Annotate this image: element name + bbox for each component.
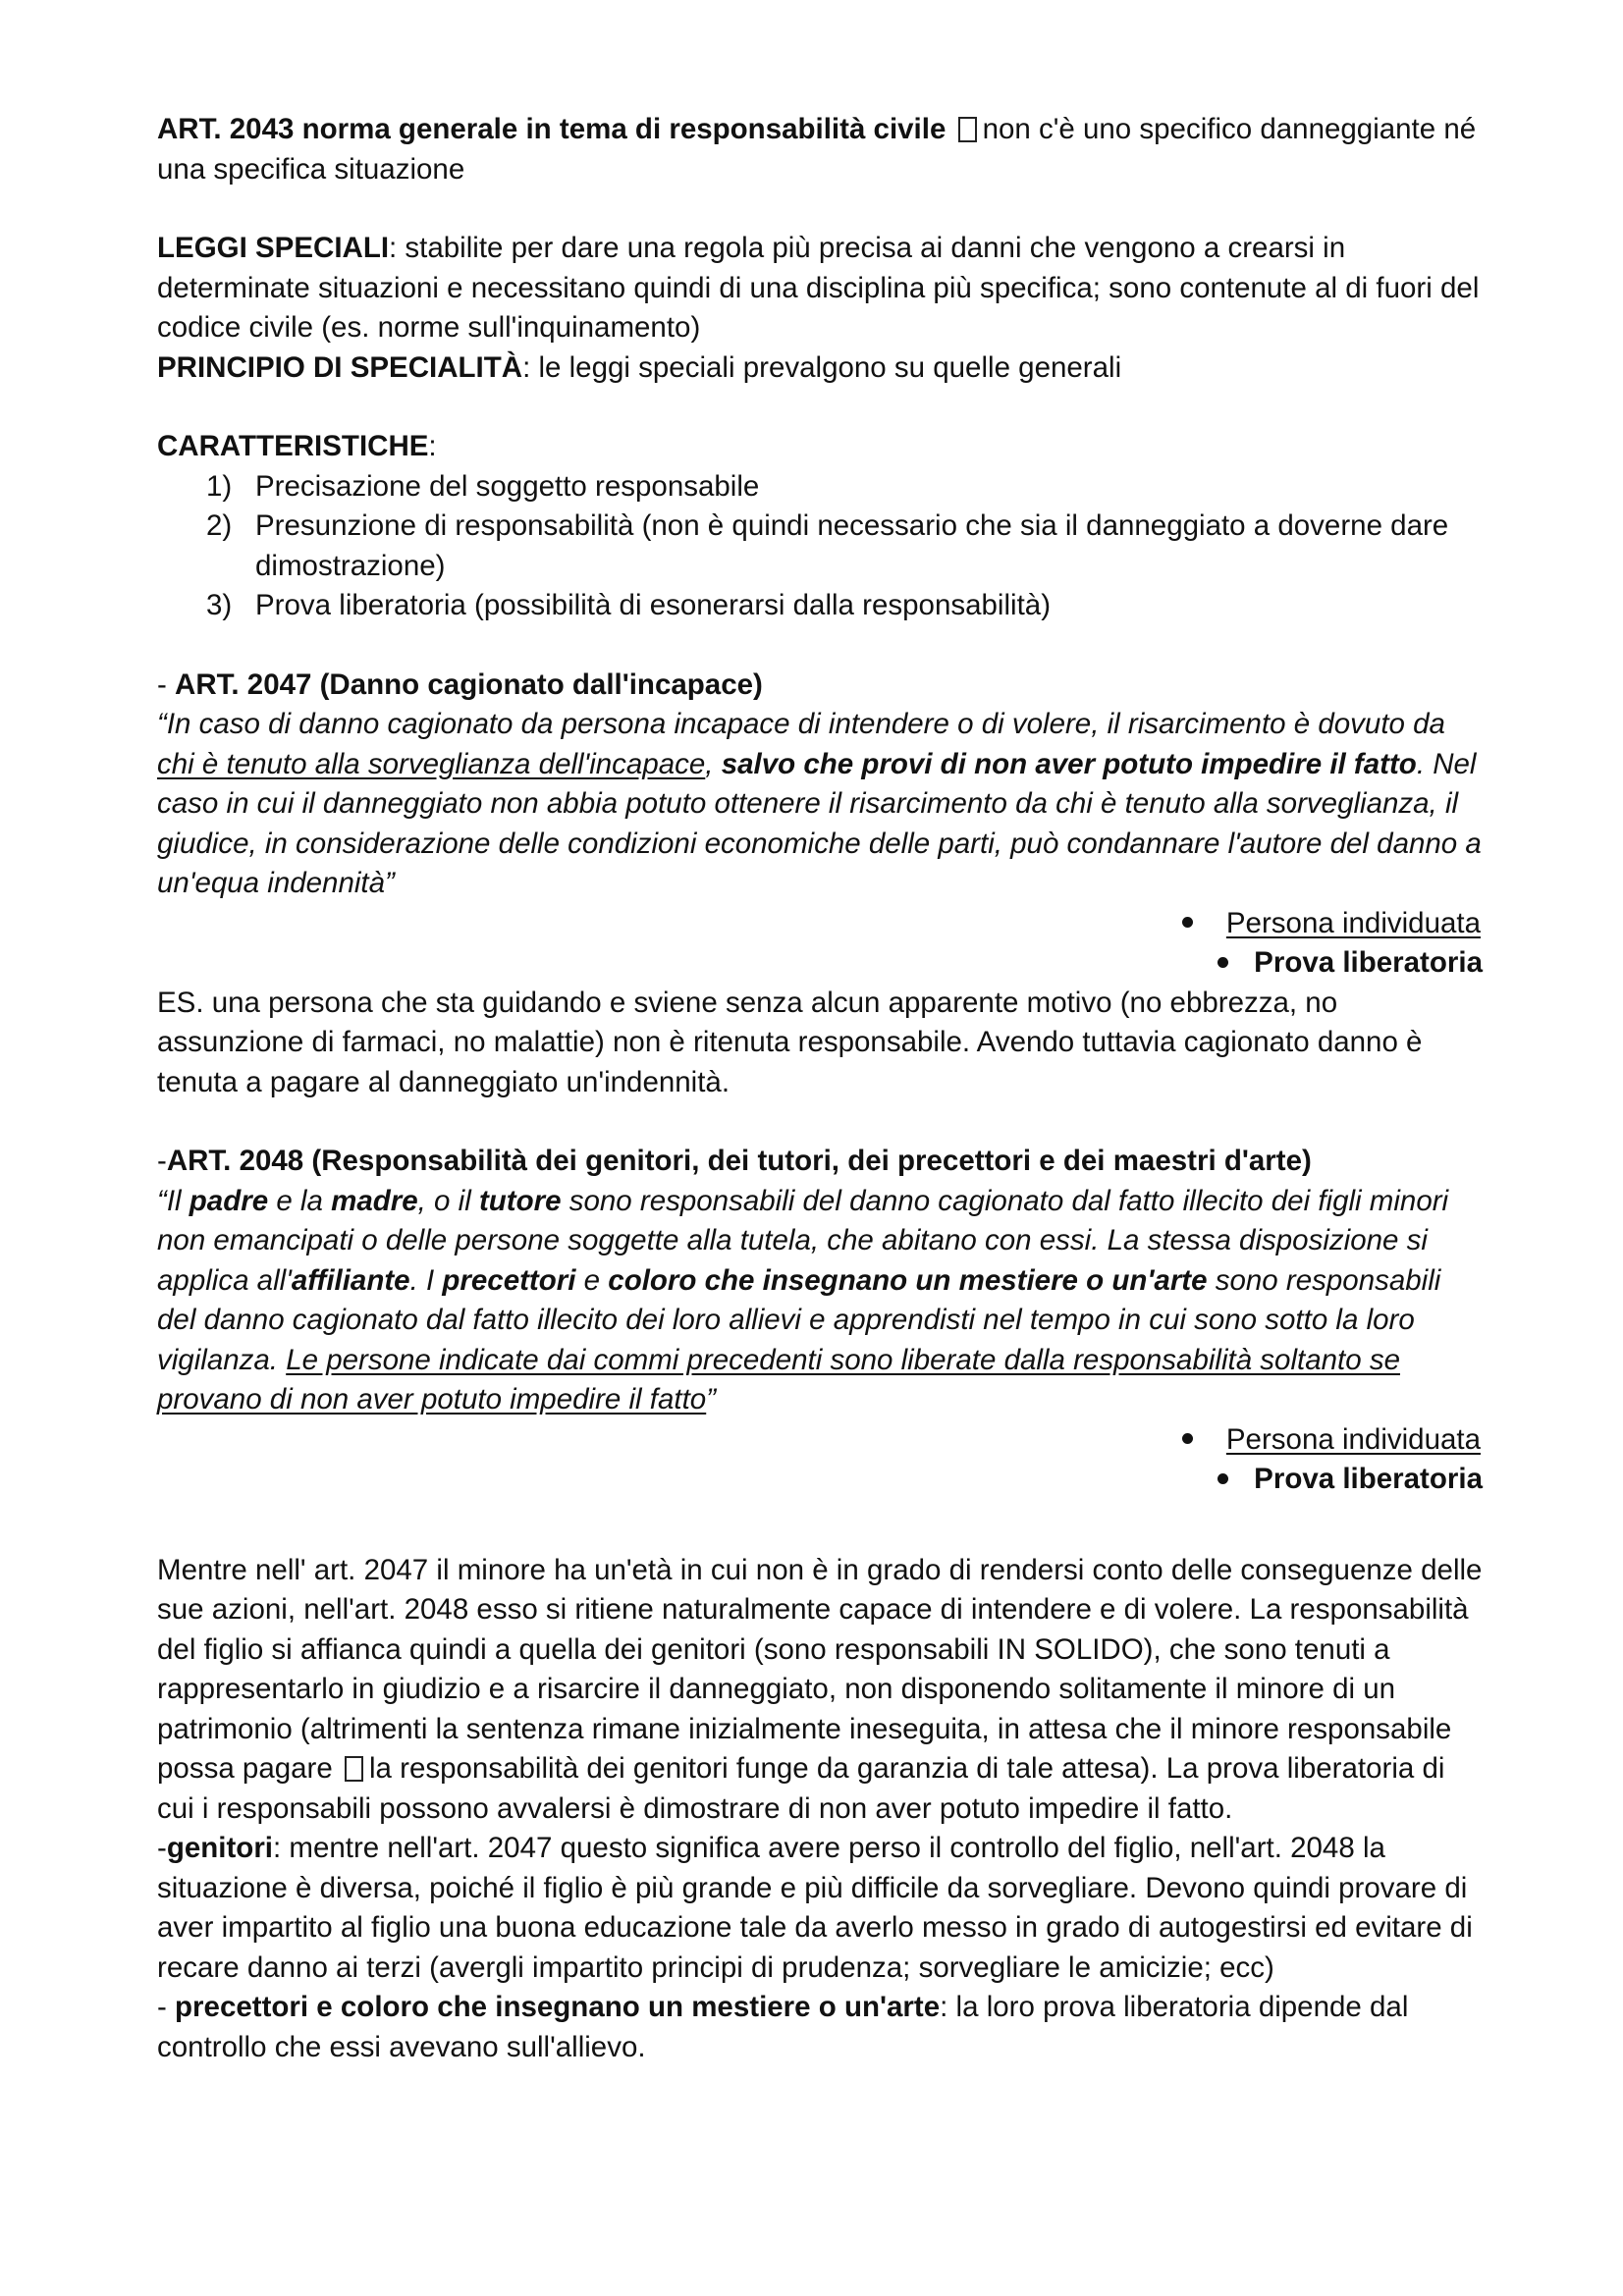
quote-underlined: Le persone indicate dai commi precedenti sono liberate dalla responsabilità soltanto se provano di non aver potuto impedire il fatto: [157, 1343, 1400, 1415]
bullet-dot-icon: [1217, 1473, 1228, 1484]
art2047-dash: -: [157, 667, 176, 701]
principio-paragraph: [157, 348, 1483, 389]
genitori-paragraph: [157, 1829, 1483, 1988]
document-page: [157, 110, 1483, 2067]
list-item: [157, 586, 1483, 626]
bullet-prova-liberatoria: Prova liberatoria: [1254, 946, 1483, 979]
discussion-paragraph: [157, 1551, 1483, 1830]
quote-bold: padre: [189, 1184, 269, 1217]
bullet-persona-individuata: Persona individuata: [1225, 1422, 1481, 1456]
quote-text: ,: [705, 747, 722, 780]
leggi-speciali-paragraph: [157, 229, 1483, 348]
list-item: [157, 507, 1483, 586]
caratteristiche-list: [157, 467, 1483, 626]
art2047-quote: [157, 705, 1483, 904]
list-number: 1): [206, 469, 233, 503]
list-number: 3): [206, 589, 233, 621]
quote-text: . Nel caso in cui il danneggiato non abbia potuto ottenere il risarcimento da chi è tenuto alla sorveglianza, il giudice, in considerazione delle condizioni economiche delle parti, può condannare l'autore del danno a un'equa indennità”: [157, 747, 1482, 899]
bullet-dot-icon: [1217, 957, 1228, 968]
art2047-title: [157, 666, 1483, 706]
quote-text: . I: [409, 1263, 443, 1297]
quote-text: ”: [706, 1383, 717, 1415]
principio-label: PRINCIPIO DI SPECIALITÀ: [157, 350, 523, 384]
list-item-text: Prova liberatoria (possibilità di esonerarsi dalla responsabilità): [255, 589, 1052, 621]
quote-text: “Il: [157, 1184, 189, 1217]
precettori-paragraph: [157, 1988, 1483, 2067]
art2043-heading: ART. 2043 norma generale in tema di responsabilità civile: [157, 113, 947, 145]
quote-text: e la: [268, 1184, 332, 1217]
precettori-dash: -: [157, 1991, 176, 2023]
genitori-dash: -: [157, 1832, 167, 1864]
art2047-bullets: [157, 904, 1483, 984]
precettori-text: : la loro prova liberatoria dipende dal controllo che essi avevano sull'allievo.: [157, 1991, 1409, 2063]
list-item: [157, 467, 1483, 507]
discussion-text: la responsabilità dei genitori funge da garanzia di tale attesa). La prova liberatoria di cui i responsabili possono avvalersi è dimostrare di non aver potuto impedire il fatto.: [157, 1752, 1445, 1825]
quote-bold: madre: [331, 1184, 418, 1217]
quote-text: “In caso di danno cagionato da persona incapace di intendere o di volere, il risarcimento è dovuto da: [157, 708, 1445, 740]
art2048-bullets: [157, 1420, 1483, 1500]
quote-text: , o il: [417, 1184, 479, 1217]
arrow-glyph-icon: [345, 1756, 363, 1782]
list-item-text: Presunzione di responsabilità (non è quindi necessario che sia il danneggiato a doverne dare dimostrazione): [255, 509, 1449, 582]
leggi-speciali-label: LEGGI SPECIALI: [157, 232, 390, 264]
principio-text: : le leggi speciali prevalgono su quelle generali: [522, 350, 1122, 384]
caratteristiche-label: CARATTERISTICHE: [157, 430, 429, 462]
arrow-glyph-icon: [958, 117, 977, 142]
list-number: 2): [206, 509, 233, 542]
quote-bold: precettori: [442, 1263, 576, 1297]
art2043-paragraph: [157, 110, 1483, 189]
bullet-item: [157, 1460, 1483, 1500]
bullet-dot-icon: [1182, 1433, 1193, 1444]
bullet-item: [157, 943, 1483, 984]
quote-bold: affiliante: [291, 1263, 410, 1297]
genitori-text: : mentre nell'art. 2047 questo significa avere perso il controllo del figlio, nell'art. 2048 la situazione è diversa, poiché il figlio è più grande e più difficile da sorvegliare. Devono quindi provare di aver impartito al figlio una buona educazione tale da averlo messo in grado di autogestirsi ed evitare di recare danno ai terzi (avergli impartito principi di prudenza; sorvegliare le amicizie; ecc): [157, 1832, 1473, 1984]
art2047-title-text: ART. 2047 (Danno cagionato dall'incapace): [175, 667, 763, 701]
quote-text: sono responsabili del danno cagionato dal fatto illecito dei figli minori non emancipati o delle persone soggette alla tutela, che abitano con essi. La stessa disposizione si applica all': [157, 1184, 1449, 1297]
quote-text: e: [575, 1263, 609, 1297]
art2048-dash: -: [157, 1145, 167, 1177]
leggi-speciali-text: : stabilite per dare una regola più precisa ai danni che vengono a crearsi in determinate situazioni e necessitano quindi di una disciplina più specifica; sono contenute al di fuori del codice civile (es. norme sull'inquinamento): [157, 232, 1480, 344]
art2048-title: [157, 1142, 1483, 1182]
bullet-prova-liberatoria: Prova liberatoria: [1254, 1463, 1483, 1495]
quote-bold: coloro che insegnano un mestiere o un'arte: [608, 1263, 1208, 1297]
art2043-text: non c'è uno specifico danneggiante né una specifica situazione: [157, 113, 1477, 186]
art2047-example: ES. una persona che sta guidando e sviene senza alcun apparente motivo (no ebbrezza, no assunzione di farmaci, no malattie) non è ritenuta responsabile. Avendo tuttavia cagionato danno è tenuta a pagare al danneggiato un'indennità.: [157, 986, 1423, 1098]
precettori-label: precettori e coloro che insegnano un mestiere o un'arte: [175, 1991, 941, 2023]
genitori-label: genitori: [166, 1832, 273, 1864]
list-item-text: Precisazione del soggetto responsabile: [255, 469, 760, 503]
quote-bold: tutore: [478, 1184, 562, 1217]
caratteristiche-heading: [157, 427, 1483, 467]
art2048-title-text: ART. 2048 (Responsabilità dei genitori, dei tutori, dei precettori e dei maestri d'arte): [166, 1145, 1312, 1177]
discussion-text: Mentre nell' art. 2047 il minore ha un'età in cui non è in grado di rendersi conto delle conseguenze delle sue azioni, nell'art. 2048 esso si ritiene naturalmente capace di intendere e di volere. La responsabilità del figlio si affianca quindi a quella dei genitori (sono responsabili IN SOLIDO), che sono tenuti a rappresentarlo in giudizio e a risarcire il danneggiato, non disponendo solitamente il minore di un patrimonio (altrimenti la sentenza rimane inizialmente ineseguita, in attesa che il minore responsabile possa pagare: [157, 1553, 1483, 1785]
caratteristiche-colon: :: [428, 430, 437, 462]
bullet-persona-individuata: Persona individuata: [1225, 906, 1481, 939]
quote-underlined: chi è tenuto alla sorveglianza dell'incapace: [157, 747, 706, 780]
bullet-item: [157, 1420, 1483, 1461]
art2048-quote: [157, 1182, 1483, 1420]
quote-bold: salvo che provi di non aver potuto impedire il fatto: [721, 747, 1417, 780]
bullet-dot-icon: [1182, 917, 1193, 928]
quote-text: sono responsabili del danno cagionato dal fatto illecito dei loro allievi e apprendisti nel tempo in cui sono sotto la loro vigilanza.: [157, 1263, 1441, 1376]
bullet-item: [157, 904, 1483, 944]
